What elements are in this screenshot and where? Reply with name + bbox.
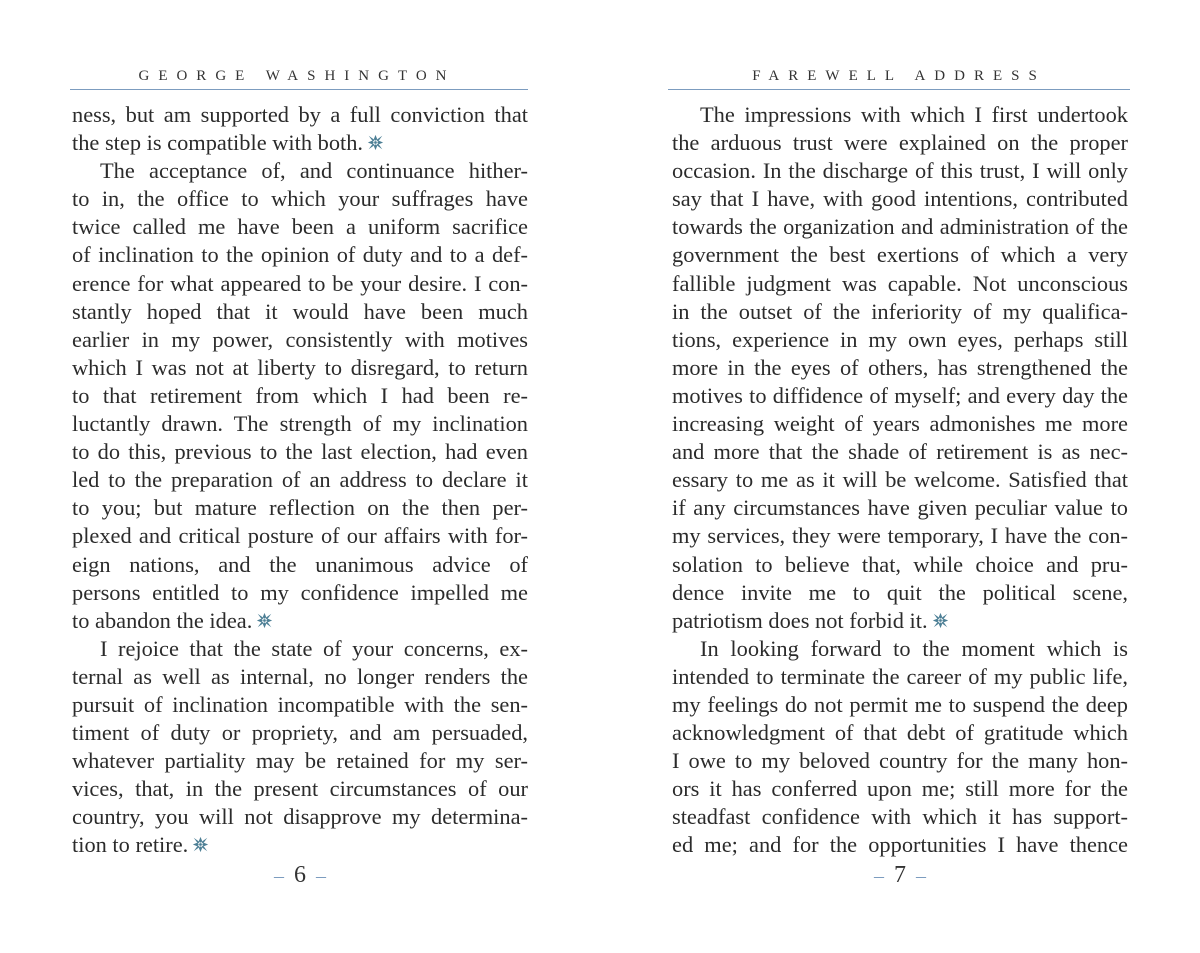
text-line: in the outset of the inferiority of my qualifica- — [672, 298, 1128, 324]
paragraph-end-ornament-icon — [932, 612, 949, 629]
paragraph-end-ornament-icon — [367, 134, 384, 151]
text-line: my services, they were temporary, I have the con- — [672, 523, 1128, 549]
text-line: stantly hoped that it would have been much — [72, 298, 528, 324]
text-line: which I was not at liberty to disregard, to return — [72, 354, 528, 380]
text-line: to that retirement from which I had been re- — [72, 382, 528, 408]
running-head-left: GEORGE WASHINGTON — [70, 68, 528, 90]
page-number-right: – 7 – — [874, 862, 926, 888]
text-line: ed me; and for the opportunities I have thence — [672, 832, 1128, 858]
text-line: towards the organization and administration of the — [672, 214, 1128, 240]
text-line: the step is compatible with both. — [72, 129, 528, 157]
paragraph-end-ornament-icon — [192, 836, 209, 853]
text-line: patriotism does not forbid it. — [672, 607, 1128, 635]
text-line: more in the eyes of others, has strengthened the — [672, 354, 1128, 380]
text-line: essary to me as it will be welcome. Satisfied that — [672, 467, 1128, 493]
text-line: to in, the office to which your suffrages have — [72, 186, 528, 212]
text-line: to do this, previous to the last election, had even — [72, 439, 528, 465]
text-line: tions, experience in my own eyes, perhaps still — [672, 326, 1128, 352]
text-line: erence for what appeared to be your desire. I con- — [72, 270, 528, 296]
right-page-text — [672, 101, 1128, 860]
running-head-right: FAREWELL ADDRESS — [668, 68, 1130, 90]
text-line: to you; but mature reflection on the then per- — [72, 495, 528, 521]
text-line: eign nations, and the unanimous advice of — [72, 551, 528, 577]
text-line: whatever partiality may be retained for my ser- — [72, 748, 528, 774]
text-line: I rejoice that the state of your concerns, ex- — [100, 635, 528, 661]
text-line: The impressions with which I first undertook — [700, 102, 1128, 127]
text-line: to abandon the idea. — [72, 607, 528, 635]
text-line: my feelings do not permit me to suspend the deep — [672, 691, 1128, 717]
text-line: luctantly drawn. The strength of my inclination — [72, 411, 528, 437]
right-page — [672, 0, 1128, 953]
text-line: I owe to my beloved country for the many hon- — [672, 748, 1128, 774]
text-line: The acceptance of, and continuance hither- — [100, 158, 528, 184]
text-line: of inclination to the opinion of duty and to a def- — [72, 242, 528, 268]
text-line: increasing weight of years admonishes me more — [672, 411, 1128, 437]
left-page — [72, 0, 528, 953]
text-line: In looking forward to the moment which is — [700, 635, 1128, 661]
text-line: steadfast confidence with which it has support- — [672, 804, 1128, 830]
left-page-text — [72, 101, 528, 860]
text-line: ness, but am supported by a full conviction that — [72, 102, 528, 127]
text-line: motives to diffidence of myself; and every day the — [672, 382, 1128, 408]
text-line: solation to believe that, while choice and pru- — [672, 551, 1128, 577]
text-line: intended to terminate the career of my public life, — [672, 663, 1128, 689]
text-line: acknowledgment of that debt of gratitude which — [672, 720, 1128, 746]
text-line: pursuit of inclination incompatible with the sen- — [72, 691, 528, 717]
paragraph-end-ornament-icon — [256, 612, 273, 629]
text-line: country, you will not disapprove my determina- — [72, 804, 528, 830]
text-line: plexed and critical posture of our affairs with for- — [72, 523, 528, 549]
text-line: and more that the shade of retirement is as nec- — [672, 439, 1128, 465]
text-line: if any circumstances have given peculiar value to — [672, 495, 1128, 521]
text-line: timent of duty or propriety, and am persuaded, — [72, 720, 528, 746]
text-line: vices, that, in the present circumstances of our — [72, 776, 528, 802]
text-line: government the best exertions of which a very — [672, 242, 1128, 268]
text-line: ors it has conferred upon me; still more for the — [672, 776, 1128, 802]
text-line: dence invite me to quit the political scene, — [672, 579, 1128, 605]
text-line: tion to retire. — [72, 831, 528, 859]
text-line: ternal as well as internal, no longer renders the — [72, 663, 528, 689]
text-line: led to the preparation of an address to declare it — [72, 467, 528, 493]
text-line: occasion. In the discharge of this trust, I will only — [672, 158, 1128, 184]
text-line: earlier in my power, consistently with motives — [72, 326, 528, 352]
text-line: persons entitled to my confidence impelled me — [72, 579, 528, 605]
text-line: say that I have, with good intentions, contributed — [672, 186, 1128, 212]
page-number-left: – 6 – — [274, 862, 326, 888]
text-line: fallible judgment was capable. Not unconscious — [672, 270, 1128, 296]
text-line: twice called me have been a uniform sacrifice — [72, 214, 528, 240]
text-line: the arduous trust were explained on the proper — [672, 130, 1128, 156]
